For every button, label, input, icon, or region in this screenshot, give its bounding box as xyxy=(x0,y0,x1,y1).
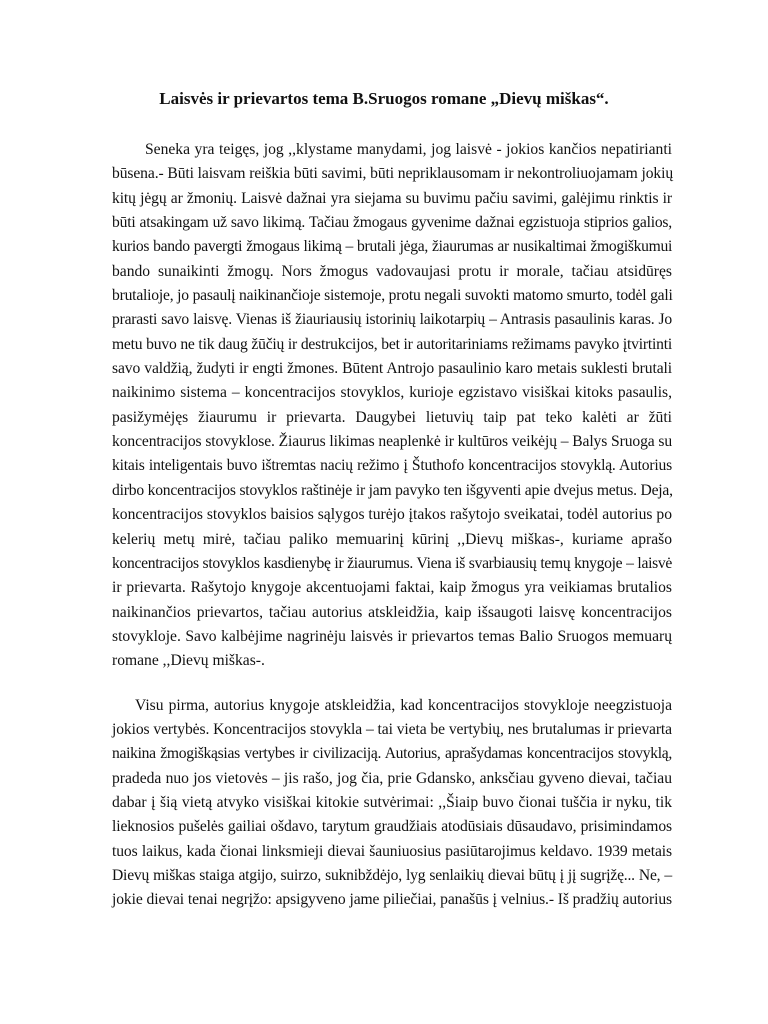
document-body xyxy=(112,138,672,913)
text-line: stovykloje. Savo kalbėjime nagrinėju laisvės ir prievartos temas Balio Sruogos memuarų xyxy=(112,627,672,645)
text-line: naikinančios prievartos, tačiau autorius atskleidžia, kaip išsaugoti laisvę koncentracijos xyxy=(112,603,672,621)
text-line: Visu pirma, autorius knygoje atskleidžia, kad koncentracijos stovykloje neegzistuoja xyxy=(135,696,672,714)
text-line: kurios bando pavergti žmogaus likimą – brutali jėga, žiaurumas ar nusikaltimai žmogiškumui xyxy=(112,238,672,256)
text-line: brutalioje, jo pasaulį naikinančioje sistemoje, protu negali suvokti matomo smurto, todėl gali xyxy=(112,287,673,305)
text-line: koncentracijos stovyklose. Žiaurus likimas neaplenkė ir kultūros veikėjų – Balys Sruoga su xyxy=(112,433,673,451)
text-line: Seneka yra teigęs, jog ,,klystame manydami, jog laisvė - jokios kančios nepatirianti xyxy=(145,141,672,158)
text-line: tuos laikus, kada čionai linksmieji dievai šauniuosius pasiūtarojimus keldavo. 1939 metais xyxy=(112,842,672,860)
text-line: kitais inteligentais buvo ištremtas nacių režimo į Štuthofo koncentracijos stovyklą. Autorius xyxy=(112,457,672,475)
text-line: būsena.- Būti laisvam reiškia būti savimi, būti nepriklausomam ir nekontroliuojamam jokių xyxy=(112,165,674,183)
paragraph-1 xyxy=(112,138,672,674)
text-line: ir prievarta. Rašytojo knygoje akcentuojami faktai, kaip žmogus yra veikiamas brutalios xyxy=(112,579,672,597)
text-line: dirbo koncentracijos stovyklos raštinėje ir jam pavyko ten išgyventi apie dvejus metus. Deja, xyxy=(112,481,673,499)
text-line: kelerių metų mirė, tačiau paliko memuarinį kūrinį ,,Dievų miškas-, kuriame aprašo xyxy=(112,530,672,548)
text-line: jokios vertybės. Koncentracijos stovykla – tai vieta be vertybių, nes brutalumas ir prievarta xyxy=(112,720,672,738)
paragraph-2 xyxy=(112,694,672,913)
text-line: metu buvo ne tik daug žūčių ir destrukcijos, bet ir autoritariniams režimams pavyko įtvirtinti xyxy=(112,335,672,353)
text-line: Dievų miškas staiga atgijo, suirzo, suknibždėjo, lyg senlaikių dievai būtų į jį sugrįžę... Ne, – xyxy=(112,866,672,884)
text-line: lieknosios pušelės gailiai ošdavo, tarytum graudžiais atodūsiais dūsaudavo, prisimindamos xyxy=(112,818,672,836)
text-line: pasižymėjęs žiaurumu ir prievarta. Daugybei lietuvių taip pat teko kalėti ar žūti xyxy=(112,408,672,426)
text-line: naikina žmogiškąsias vertybes ir civilizaciją. Autorius, aprašydamas koncentracijos stovyklą, xyxy=(112,745,672,763)
text-line: romane ,,Dievų miškas-. xyxy=(112,652,265,670)
text-line: savo valdžią, žudyti ir engti žmones. Būtent Antrojo pasaulinio karo metais suklesti brutali xyxy=(112,360,672,378)
text-line: būti atsakingam už savo likimą. Tačiau žmogaus gyvenime dažnai egzistuoja stiprios galios, xyxy=(112,214,672,232)
text-line: kitų jėgų ar žmonių. Laisvė dažnai yra siejama su buvimu pačiu savimi, galėjimu rinktis ir xyxy=(112,189,672,207)
text-line: jokie dievai tenai negrįžo: apsigyveno jame piliečiai, panašūs į velnius.- Iš pradžių autorius xyxy=(112,891,672,909)
text-line: bando sunaikinti žmogų. Nors žmogus vadovaujasi protu ir morale, tačiau atsidūręs xyxy=(112,262,672,280)
text-line: koncentracijos stovyklos kasdienybę ir žiaurumus. Viena iš svarbiausių temų knygoje – laisvė xyxy=(112,554,672,572)
text-line: naikinimo sistema – koncentracijos stovyklos, kurioje egzistavo visiškai kitoks pasaulis, xyxy=(112,384,672,402)
document-title: Laisvės ir prievartos tema B.Sruogos romane „Dievų miškas“. xyxy=(159,89,609,108)
text-line: dabar į šią vietą atvyko visiškai kitokie sutvėrimai: ,,Šiaip buvo čionai tuščia ir nyku, tik xyxy=(112,793,672,811)
text-line: koncentracijos stovyklos baisios sąlygos turėjo įtakos rašytojo sveikatai, todėl autorius po xyxy=(112,506,672,524)
text-line: pradeda nuo jos vietovės – jis rašo, jog čia, prie Gdansko, anksčiau gyveno dievai, tačiau xyxy=(112,769,672,787)
text-line: prarasti savo laisvę. Vienas iš žiauriausių istorinių laikotarpių – Antrasis pasaulinis karas. Jo xyxy=(112,311,672,329)
